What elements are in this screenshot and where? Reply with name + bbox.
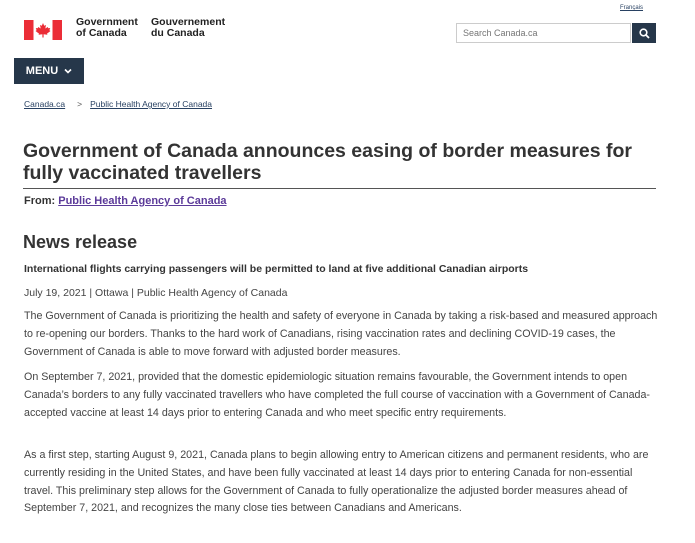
from-label: From: <box>24 195 59 207</box>
language-toggle-link[interactable]: Français <box>620 5 644 11</box>
news-release-heading: News release <box>23 232 138 252</box>
page-title: Government of Canada announces easing of border measures for fully vaccinated travellers <box>23 140 632 184</box>
chevron-down-icon <box>64 67 72 75</box>
article-paragraph: As a first step, starting August 9, 2021, Canada plans to begin allowing entry to American citizens and permanent residents, who are currently residing in the United States, and have been fully vaccinated at least 14 days prior to entering Canada for non-essential travel. This preliminary step allows for the Government of Canada to fully operationalize the adjusted border measures ahead of September 7, 2021, and recognizes the many close ties between Canadians and Americans. <box>24 449 649 515</box>
search-input[interactable] <box>456 23 631 43</box>
title-divider <box>23 188 656 189</box>
breadcrumb-item-phac[interactable]: Public Health Agency of Canada <box>90 99 213 109</box>
search-icon <box>639 28 650 39</box>
breadcrumb-item-canada-ca[interactable]: Canada.ca <box>24 99 66 109</box>
breadcrumb-separator: > <box>77 99 83 109</box>
search-button[interactable] <box>632 23 656 43</box>
from-line <box>24 195 227 207</box>
government-of-canada-wordmark-fr[interactable]: Gouvernement du Canada <box>151 16 226 39</box>
article-paragraph: On September 7, 2021, provided that the domestic epidemiologic situation remains favourable, the Government intends to open Canada’s borders to any fully vaccinated travellers who have completed the full course of vaccination with a Government of Canada-accepted vaccine at least 14 days prior to entering Canada and who meet specific entry requirements. <box>24 371 650 419</box>
canada-flag-logo <box>24 20 62 40</box>
government-of-canada-wordmark-en[interactable]: Government of Canada <box>76 16 138 39</box>
news-release-meta: July 19, 2021 | Ottawa | Public Health Agency of Canada <box>24 287 288 299</box>
from-agency-link[interactable]: Public Health Agency of Canada <box>58 195 227 207</box>
news-release-subtitle: International flights carrying passengers will be permitted to land at five additional Canadian airports <box>24 263 529 275</box>
menu-button-label: MENU <box>25 65 59 77</box>
breadcrumb <box>24 99 212 109</box>
article-paragraph: The Government of Canada is prioritizing the health and safety of everyone in Canada by taking a risk-based and measured approach to re-opening our borders. Thanks to the hard work of Canadians, rising vaccination rates and declining COVID-19 cases, the Government of Canada is able to move forward with adjusted border measures. <box>24 310 658 358</box>
menu-button[interactable] <box>14 58 84 84</box>
